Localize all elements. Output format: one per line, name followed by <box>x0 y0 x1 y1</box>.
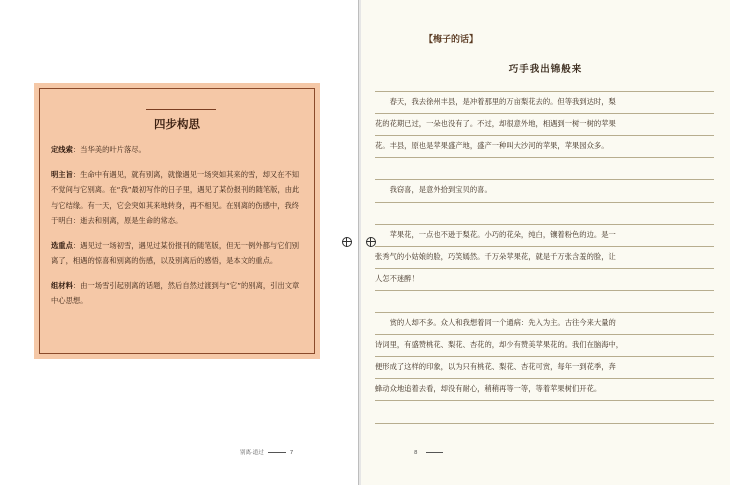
rule-line <box>375 246 714 247</box>
text-line: 苹果花，一点也不逊于梨花。小巧的花朵，纯白，镶着粉色的边。是一 <box>375 229 616 239</box>
item-text: ：生命中有遇见，就有别离，就像遇见一场突如其来的雪，却又在不知不觉间与它别离。在“我”最初写作的日子里，遇见了某份报刊的随笔版，由此与它结缘。有一天，它会突如其来地转身，再不相见。在别离的伤感中，我终于明白：逝去和别离，原是生命的常态。 <box>51 169 300 225</box>
text-line: 张秀气的小姑娘的脸，巧笑嫣然。千万朵苹果花，就是千万张含羞的脸，让 <box>375 251 616 261</box>
text-line: 人怎不迷醉！ <box>375 273 419 283</box>
card-body <box>51 142 303 318</box>
article-title: 巧手我出锦般来 <box>508 64 583 75</box>
text-line: 便形成了这样的印象，以为只有桃花、梨花、杏花可赏，每年一到花季，奔 <box>375 362 616 372</box>
left-footer <box>240 448 293 456</box>
rule-line <box>375 400 714 401</box>
item-label: 明主旨 <box>51 169 73 179</box>
section-name: 别离·道过 <box>240 450 264 456</box>
item-label: 选重点 <box>51 240 73 250</box>
text-line: 蜂动众地追着去看，却没有耐心，稍稍再等一等，等着苹果树们开花。 <box>375 384 602 394</box>
section-heading: 【梅子的话】 <box>424 35 479 45</box>
card-item <box>51 142 303 158</box>
rule-line <box>375 157 714 158</box>
rule-line <box>375 378 714 379</box>
card-title: 四步构思 <box>154 117 200 131</box>
rule-line <box>375 113 714 114</box>
rule-line <box>375 224 714 225</box>
rule-line <box>375 290 714 291</box>
card-item <box>51 278 303 309</box>
rule-line <box>375 135 714 136</box>
text-line: 春天，我去徐州丰县，是冲着那里的万亩梨花去的。但等我到达时，梨 <box>375 97 616 106</box>
rule-line <box>375 179 714 180</box>
text-line: 我窃喜，是意外拾到宝贝的喜。 <box>375 185 492 195</box>
rule-line <box>375 268 714 269</box>
item-text: ：由一场雪引起别离的话题，然后自然过渡到与“它”的别离，引出文章中心思想。 <box>51 280 300 305</box>
rule-line <box>375 202 714 203</box>
item-text: ：当华美的叶片落尽。 <box>72 145 146 154</box>
title-rule <box>146 109 216 110</box>
card-item <box>51 238 303 269</box>
rule-line <box>375 423 714 424</box>
rule-line <box>375 334 714 335</box>
page-number: 7 <box>289 450 294 456</box>
item-text: ：遇见过一场初雪，遇见过某份报刊的随笔版，但无一例外都与它们别离了，相遇的惊喜和别离的伤感，以及别离后的感悟，是本文的重点。 <box>51 240 300 265</box>
footer-dash <box>268 452 286 453</box>
left-crosshair-icon[interactable] <box>342 237 352 247</box>
left-page <box>0 0 358 485</box>
rule-line <box>375 91 714 92</box>
card-border <box>39 88 315 354</box>
footer-dash <box>426 452 443 453</box>
text-line: 赏的人却不多。众人和我想着同一个通病：先入为主。古往今来大量的 <box>375 318 616 327</box>
rule-line <box>375 356 714 357</box>
card-item <box>51 167 303 229</box>
right-footer <box>414 450 443 456</box>
text-line: 花。丰县，原也是苹果盛产地，盛产一种叫大沙河的苹果，苹果园众多。 <box>375 141 609 151</box>
page-number: 8 <box>414 450 418 456</box>
outline-card <box>34 83 320 359</box>
right-page <box>361 0 730 485</box>
rule-line <box>375 312 714 313</box>
item-label: 组材料 <box>51 280 73 290</box>
text-line: 诗词里，有盛赞桃花、梨花、杏花的，却少有赞美苹果花的。我们在脑海中， <box>375 340 624 350</box>
item-label: 定线索 <box>51 145 73 154</box>
text-line: 花的花期已过，一朵也没有了。不过，却很意外地，相遇到一树一树的苹果 <box>375 119 616 129</box>
